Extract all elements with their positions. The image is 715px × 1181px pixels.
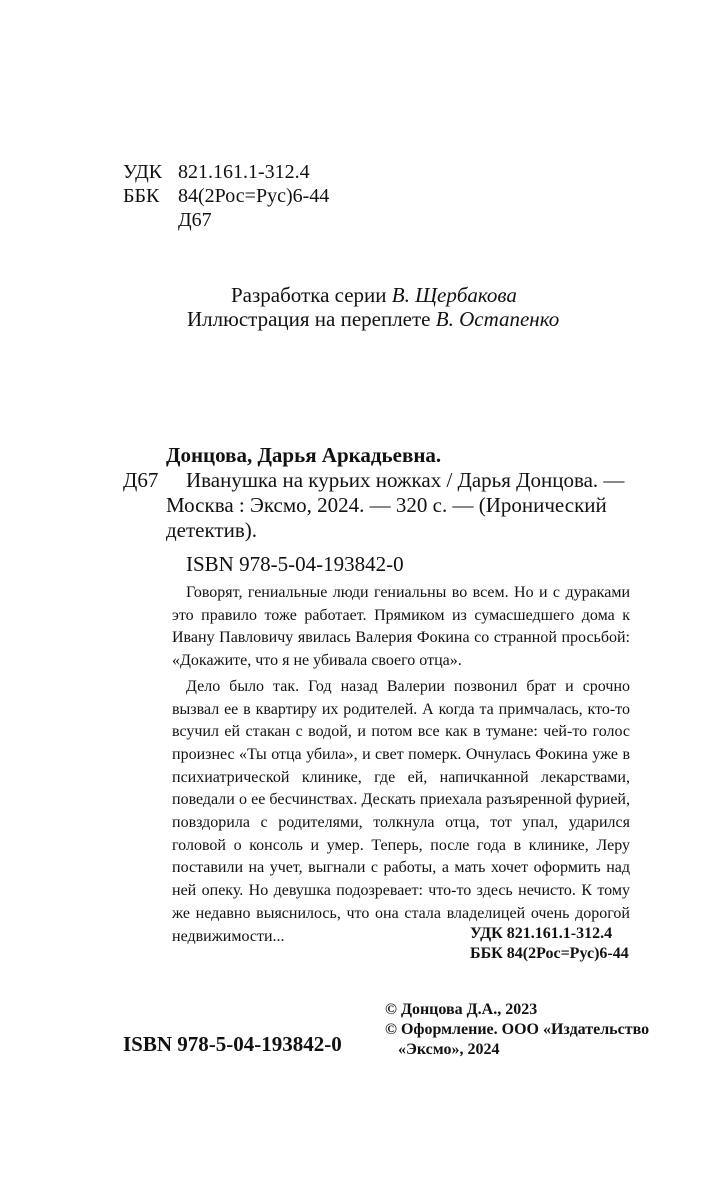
- cover-illustration-credit: [187, 306, 559, 332]
- bbk-label: ББК: [123, 185, 160, 207]
- author-mark-top: Д67: [178, 209, 212, 231]
- series-design-credit: [231, 282, 517, 308]
- author-mark-record: Д67: [123, 468, 159, 492]
- cover-illustration-label: Иллюстрация на переплете: [187, 307, 431, 331]
- copyright-design-line-1: © Оформление. ООО «Издательство: [385, 1021, 650, 1038]
- bbk-value: 84(2Рос=Рус)6-44: [178, 185, 330, 207]
- series-design-name: В. Щербакова: [391, 283, 517, 307]
- copyright-author: © Донцова Д.А., 2023: [385, 1001, 538, 1018]
- description-line-2: Москва : Эксмо, 2024. — 320 с. — (Иронический: [166, 493, 607, 517]
- isbn-record: ISBN 978-5-04-193842-0: [186, 552, 404, 576]
- annotation: [172, 582, 630, 948]
- author-heading: Донцова, Дарья Аркадьевна.: [166, 443, 442, 467]
- copyright-design-line-2: «Эксмо», 2024: [398, 1041, 500, 1058]
- annotation-paragraph-2: Дело было так. Год назад Валерии позвонил брат и срочно вызвал ее в квартиру их родителей. А когда та примчалась, кто-то всучил ей стакан с водой, и потом все как в тумане: чей-то голос произнес «Ты отца убила», и свет померк. Очнулась Фокина уже в психиатрической клинике, где ей, напичканной лекарствами, поведали о ее бесчинствах. Дескать приехала разъяренной фурией, повздорила с родителями, толкнула отца, тот упал, ударился головой о консоль и умер. Теперь, после года в клинике, Леру поставили на учет, выгнали с работы, а мать хочет оформить над ней опеку. Но девушка подозревает: что-то здесь нечисто. К тому же недавно выяснилось, что она стала владелицей очень дорогой недвижимости...: [172, 677, 630, 945]
- cover-illustration-name: В. Остапенко: [435, 307, 560, 331]
- isbn-footer: ISBN 978-5-04-193842-0: [123, 1032, 342, 1056]
- description-line-1: Иванушка на курьих ножках / Дарья Донцова. —: [186, 468, 625, 492]
- series-design-label: Разработка серии: [231, 283, 387, 307]
- annotation-paragraph-1: Говорят, гениальные люди гениальны во всем. Но и с дураками это правило тоже работает. Прямиком из сумасшедшего дома к Ивану Павловичу явилась Валерия Фокина со странной просьбой: «Докажите, что я не убивала своего отца».: [172, 584, 630, 670]
- description-line-3: детектив).: [166, 518, 258, 542]
- bbk-bottom: ББК 84(2Рос=Рус)6-44: [470, 945, 629, 962]
- udk-bottom: УДК 821.161.1-312.4: [470, 925, 613, 942]
- udk-value: 821.161.1-312.4: [178, 161, 310, 183]
- udk-label: УДК: [123, 161, 163, 183]
